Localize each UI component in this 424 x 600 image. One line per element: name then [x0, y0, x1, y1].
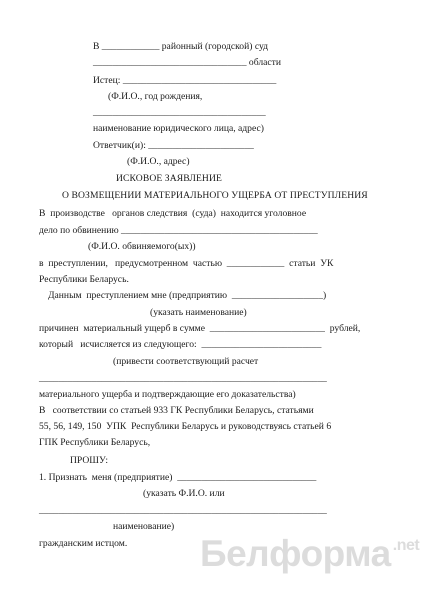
- paragraph-2-line-2: причинен материальный ущерб в сумме ________________________ рублей,: [39, 323, 361, 334]
- plaintiff-line: Истец: ________________________________: [93, 75, 277, 86]
- item-1-blank: ____________________________________________________________: [39, 505, 327, 516]
- document-title: ИСКОВОЕ ЗАЯВЛЕНИЕ: [116, 173, 222, 184]
- defendant-line: Ответчик(и): ______________________: [93, 140, 254, 151]
- paragraph-1-line-4: Республики Беларусь.: [39, 274, 129, 285]
- request-heading: ПРОШУ:: [70, 455, 109, 466]
- paragraph-1-line-1: В производстве органов следствия (суда) находится уголовное: [39, 208, 307, 219]
- document-subtitle: О ВОЗМЕЩЕНИИ МАТЕРИАЛЬНОГО УЩЕРБА ОТ ПРЕСТУПЛЕНИЯ: [62, 190, 368, 201]
- court-line: В ____________ районный (городской) суд: [93, 41, 269, 52]
- paragraph-2-line-4: материального ущерба и подтверждающие его доказательства): [39, 389, 296, 400]
- item-1-end: гражданским истцом.: [39, 538, 128, 549]
- paragraph-2-blank: ____________________________________________________________: [39, 373, 327, 384]
- item-1-hint-2: наименование): [113, 521, 175, 532]
- paragraph-1-hint: (Ф.И.О. обвиняемого(ых)): [88, 241, 196, 252]
- plaintiff-hint-2: наименование юридического лица, адрес): [93, 123, 264, 134]
- paragraph-3-line-1: В соответствии со статьей 933 ГК Республики Беларусь, статьями: [39, 405, 314, 416]
- item-1-line: 1. Признать меня (предприятие) _____________________________: [39, 472, 317, 483]
- paragraph-3-line-3: ГПК Республики Беларусь,: [39, 437, 151, 448]
- watermark-logo: [200, 533, 419, 575]
- defendant-hint: (Ф.И.О., адрес): [127, 156, 190, 167]
- item-1-hint: (указать Ф.И.О. или: [143, 488, 225, 499]
- paragraph-1-line-3: в преступлении, предусмотренном частью ____________ статьи УК: [39, 258, 334, 269]
- region-line: ________________________________ области: [93, 57, 281, 68]
- plaintiff-blank: ____________________________________: [93, 107, 266, 118]
- paragraph-2-line-1: Данным преступлением мне (предприятию ___________________): [48, 290, 327, 301]
- paragraph-2-hint-2: (привести соответствующий расчет: [113, 356, 259, 367]
- paragraph-2-hint: (указать наименование): [150, 307, 247, 318]
- paragraph-3-line-2: 55, 56, 149, 150 УПК Республики Беларусь и руководствуясь статьей 6: [39, 421, 332, 432]
- plaintiff-hint: (Ф.И.О., год рождения,: [108, 91, 203, 102]
- watermark-suffix: .net: [392, 537, 420, 554]
- paragraph-1-line-2: дело по обвинению _________________________________________: [39, 225, 318, 236]
- paragraph-2-line-3: который исчисляется из следующего: _________________________: [39, 339, 322, 350]
- watermark-brand: Белформа: [200, 533, 391, 574]
